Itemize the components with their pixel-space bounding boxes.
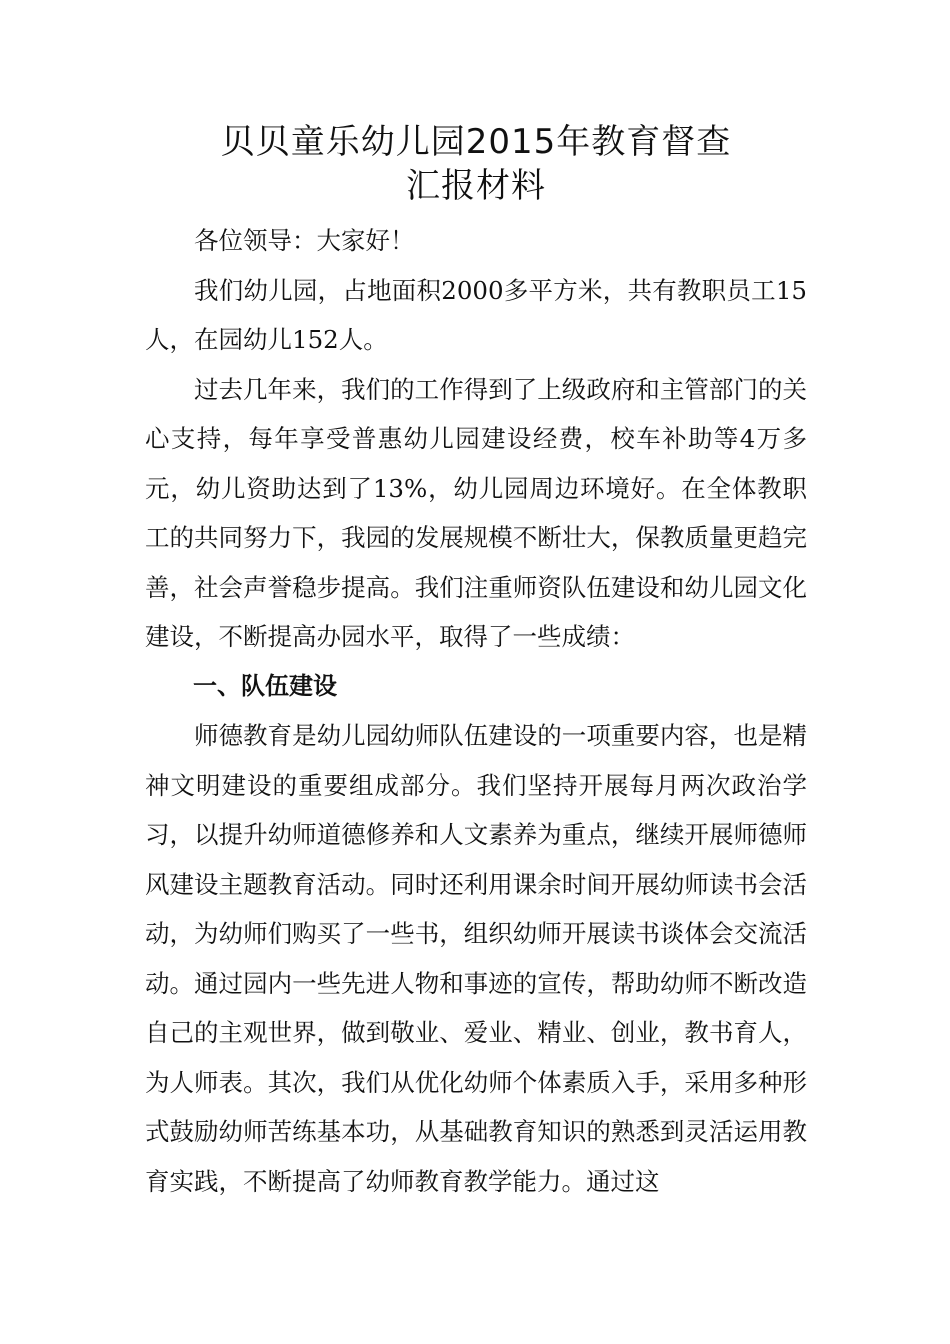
greeting: 各位领导：大家好！	[194, 226, 415, 255]
paragraph-team-building: 师德教育是幼儿园幼师队伍建设的一项重要内容，也是精神文明建设的重要组成部分。我们坚持开展每月两次政治学习，以提升幼师道德修养和人文素养为重点，继续开展师德师风建设主题教育活动。同时还利用课余时间开展幼师读书会活动，为幼师们购买了一些书，组织幼师开展读书谈体会交流活动。通过园内一些先进人物和事迹的宣传，帮助幼师不断改造自己的主观世界，做到敬业、爱业、精业、创业，教书育人，为人师表。其次，我们从优化幼师个体素质入手，采用多种形式鼓励幼师苦练基本功，从基础教育知识的熟悉到灵活运用教育实践，不断提高了幼师教育教学能力。通过这	[145, 721, 807, 1196]
document-title-line2: 汇报材料	[406, 166, 546, 206]
paragraph-intro: 我们幼儿园，占地面积2000多平方米，共有教职员工15人，在园幼儿152人。	[145, 275, 807, 354]
document-title-line1: 贝贝童乐幼儿园2015年教育督查	[220, 122, 732, 162]
paragraph-achievements: 过去几年来，我们的工作得到了上级政府和主管部门的关心支持，每年享受普惠幼儿园建设经费，校车补助等4万多元，幼儿资助达到了13%，幼儿园周边环境好。在全体教职工的共同努力下，我园的发展规模不断壮大，保教质量更趋完善，社会声誉稳步提高。我们注重师资队伍建设和幼儿园文化建设，不断提高办园水平，取得了一些成绩：	[145, 374, 807, 651]
document-page	[145, 120, 807, 1206]
section-heading-team-building: 一、队伍建设	[193, 671, 337, 700]
